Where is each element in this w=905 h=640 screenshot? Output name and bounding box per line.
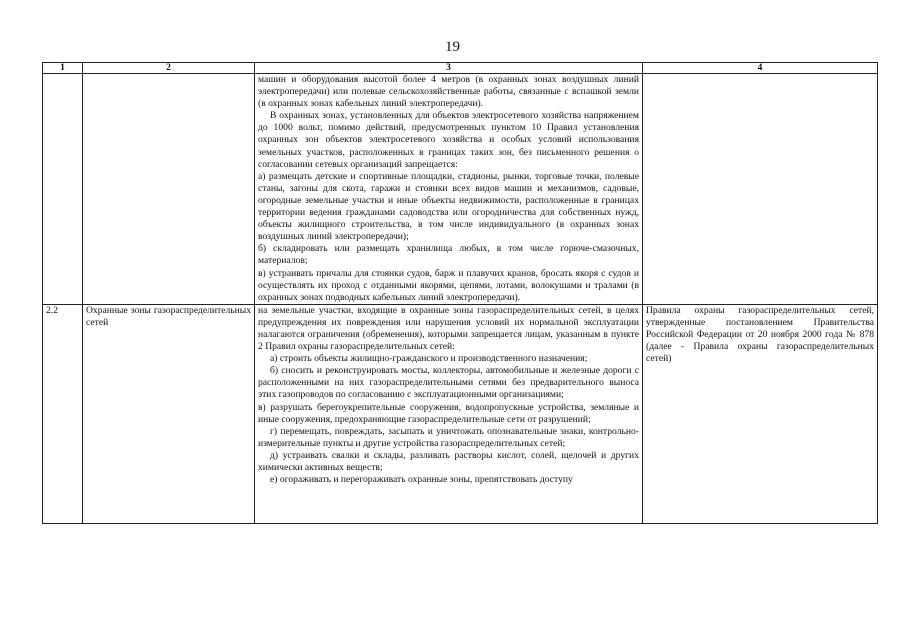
source-cell <box>643 74 878 305</box>
restriction-paragraph: б) складировать или размещать хранилища любых, в том числе горюче-смазочных, материалов; <box>258 243 639 267</box>
table-row-2-2 <box>43 304 878 523</box>
row-number-cell <box>43 74 83 305</box>
restriction-paragraph: в) разрушать берегоукрепительные сооружения, водопропускные устройства, земляные и иные сооружения, предохраняющие газораспределительные сети от разрушений; <box>258 401 639 425</box>
restriction-paragraph: е) огораживать и перегораживать охранные зоны, препятствовать доступу <box>270 474 573 486</box>
restriction-paragraph: д) устраивать свалки и склады, разливать растворы кислот, солей, щелочей и других химически активных веществ; <box>258 449 639 473</box>
restrictions-cell <box>255 304 643 523</box>
table-header-row <box>43 63 878 74</box>
restriction-paragraph: В охранных зонах, установленных для объектов электросетевого хозяйства напряжением до 1000 вольт, помимо действий, предусмотренных пунктом 10 Правил установления охранных зон объектов электросетевого хозяйства и особых условий использования земельных участков, расположенных в границах таких зон, без письменного решения о согласовании сетевых организаций запрещается: <box>258 110 639 170</box>
page-number: 19 <box>445 39 460 55</box>
row-number-cell: 2.2 <box>43 304 83 523</box>
restriction-paragraph: машин и оборудования высотой более 4 метров (в охранных зонах воздушных линий электропередачи) или полевые сельскохозяйственные работы, связанные с вспашкой земли (в охранных зонах кабельных линий электропередачи). <box>258 74 639 110</box>
restriction-paragraph: а) размещать детские и спортивные площадки, стадионы, рынки, торговые точки, полевые станы, загоны для скота, гаражи и стоянки всех видов машин и механизмов, садовые, огородные земельные участки и иные объекты недвижимости, расположенные в границах территории ведения гражданами садоводства или огородничества для собственных нужд, объекты жилищного строительства, в том числе индивидуального (в охранных зонах воздушных линий электропередачи); <box>258 170 639 243</box>
restriction-paragraph: в) устраивать причалы для стоянки судов, барж и плавучих кранов, бросать якоря с судов и осуществлять их проход с отданными якорями, цепями, лотами, волокушами и тралами (в охранных зонах подводных кабельных линий электропередачи). <box>258 267 639 303</box>
zone-name-cell: Охранные зоны газораспределительных сетей <box>83 304 255 523</box>
source-cell: Правила охраны газораспределительных сетей, утвержденные постановлением Правительства Российской Федерации от 20 ноября 2000 года № 878 (далее - Правила охраны газораспределительных сетей) <box>643 304 878 523</box>
restriction-paragraph: б) сносить и реконструировать мосты, коллекторы, автомобильные и железные дороги с расположенными на них газораспределительными сетями без предварительного выноса этих газопроводов по согласованию с эксплуатационными организациями; <box>258 365 639 401</box>
restrictions-text-box <box>258 305 639 523</box>
table-row-continuation <box>43 74 878 305</box>
header-col-3: 3 <box>255 63 643 74</box>
restrictions-cell <box>255 74 643 305</box>
restriction-paragraph: на земельные участки, входящие в охранные зоны газораспределительных сетей, в целях предупреждения их повреждения или нарушения условий их нормальной эксплуатации налагаются ограничения (обременения), которыми запрещается лицам, указанным в пункте 2 Правил охраны газораспределительных сетей: <box>258 304 639 353</box>
header-col-2: 2 <box>83 63 255 74</box>
zone-name-cell <box>83 74 255 305</box>
restriction-paragraph: а) строить объекты жилищно-гражданского и производственного назначения; <box>270 353 588 365</box>
header-col-4: 4 <box>643 63 878 74</box>
header-col-1: 1 <box>43 63 83 74</box>
regulation-table <box>42 62 878 524</box>
restriction-paragraph: г) перемещать, повреждать, засыпать и уничтожать опознавательные знаки, контрольно-измерительные пункты и другие устройства газораспределительных сетей; <box>258 425 639 449</box>
